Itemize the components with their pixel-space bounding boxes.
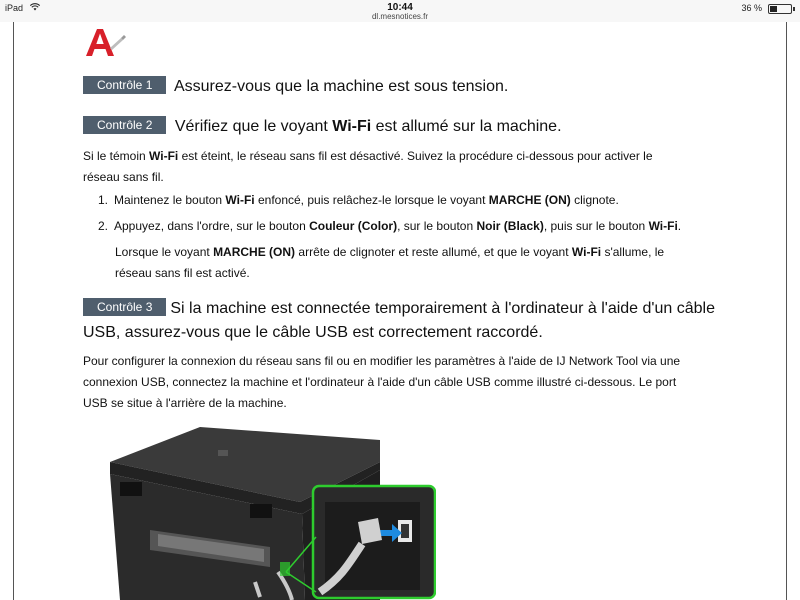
- check-3: Contrôle 3 Si la machine est connectée temporairement à l'ordinateur à l'aide d'un câble USB, assurez-vous que le câble USB est correctement raccordé.: [83, 300, 715, 341]
- battery-percent: 36 %: [741, 3, 762, 13]
- device-label: iPad: [5, 3, 24, 13]
- check-2-badge: Contrôle 2: [83, 116, 166, 134]
- list-item: 1. Maintenez le bouton Wi-Fi enfoncé, puis relâchez-le lorsque le voyant MARCHE (ON) clignote.: [98, 193, 619, 207]
- clock: 10:44: [387, 2, 413, 13]
- check-1: [83, 75, 508, 99]
- printer-usb-illustration: [80, 422, 436, 600]
- document-page: [13, 22, 787, 600]
- step-2-note: Lorsque le voyant MARCHE (ON) arrête de clignoter et reste allumé, et que le voyant Wi-Fi s'allume, le réseau sans fil est activé.: [115, 245, 665, 280]
- address-url[interactable]: dl.mesnotices.fr: [371, 12, 429, 21]
- check-1-text: Assurez-vous que la machine est sous tension.: [173, 78, 509, 95]
- wifi-off-paragraph: Si le témoin Wi-Fi est éteint, le réseau sans fil est désactivé. Suivez la procédure ci-dessous pour activer le réseau sans fil.: [83, 149, 653, 184]
- check-2: [83, 115, 562, 139]
- battery-icon: [768, 4, 792, 14]
- status-bar: [0, 0, 800, 22]
- check-1-badge: Contrôle 1: [83, 76, 166, 94]
- check-3-badge: Contrôle 3: [83, 298, 166, 316]
- check-2-text: Vérifiez que le voyant Wi-Fi est allumé sur la machine.: [174, 118, 562, 135]
- alert-icon: [84, 26, 134, 58]
- usb-paragraph: Pour configurer la connexion du réseau sans fil ou en modifier les paramètres à l'aide de IJ Network Tool via une connexion USB, connectez la machine et l'ordinateur à l'aide d'un câble USB comme illustré ci-dessous. Le port USB se situe à l'arrière de la machine.: [83, 354, 681, 410]
- list-item: 2. Appuyez, dans l'ordre, sur le bouton Couleur (Color), sur le bouton Noir (Black), puis sur le bouton Wi-Fi.: [98, 219, 682, 233]
